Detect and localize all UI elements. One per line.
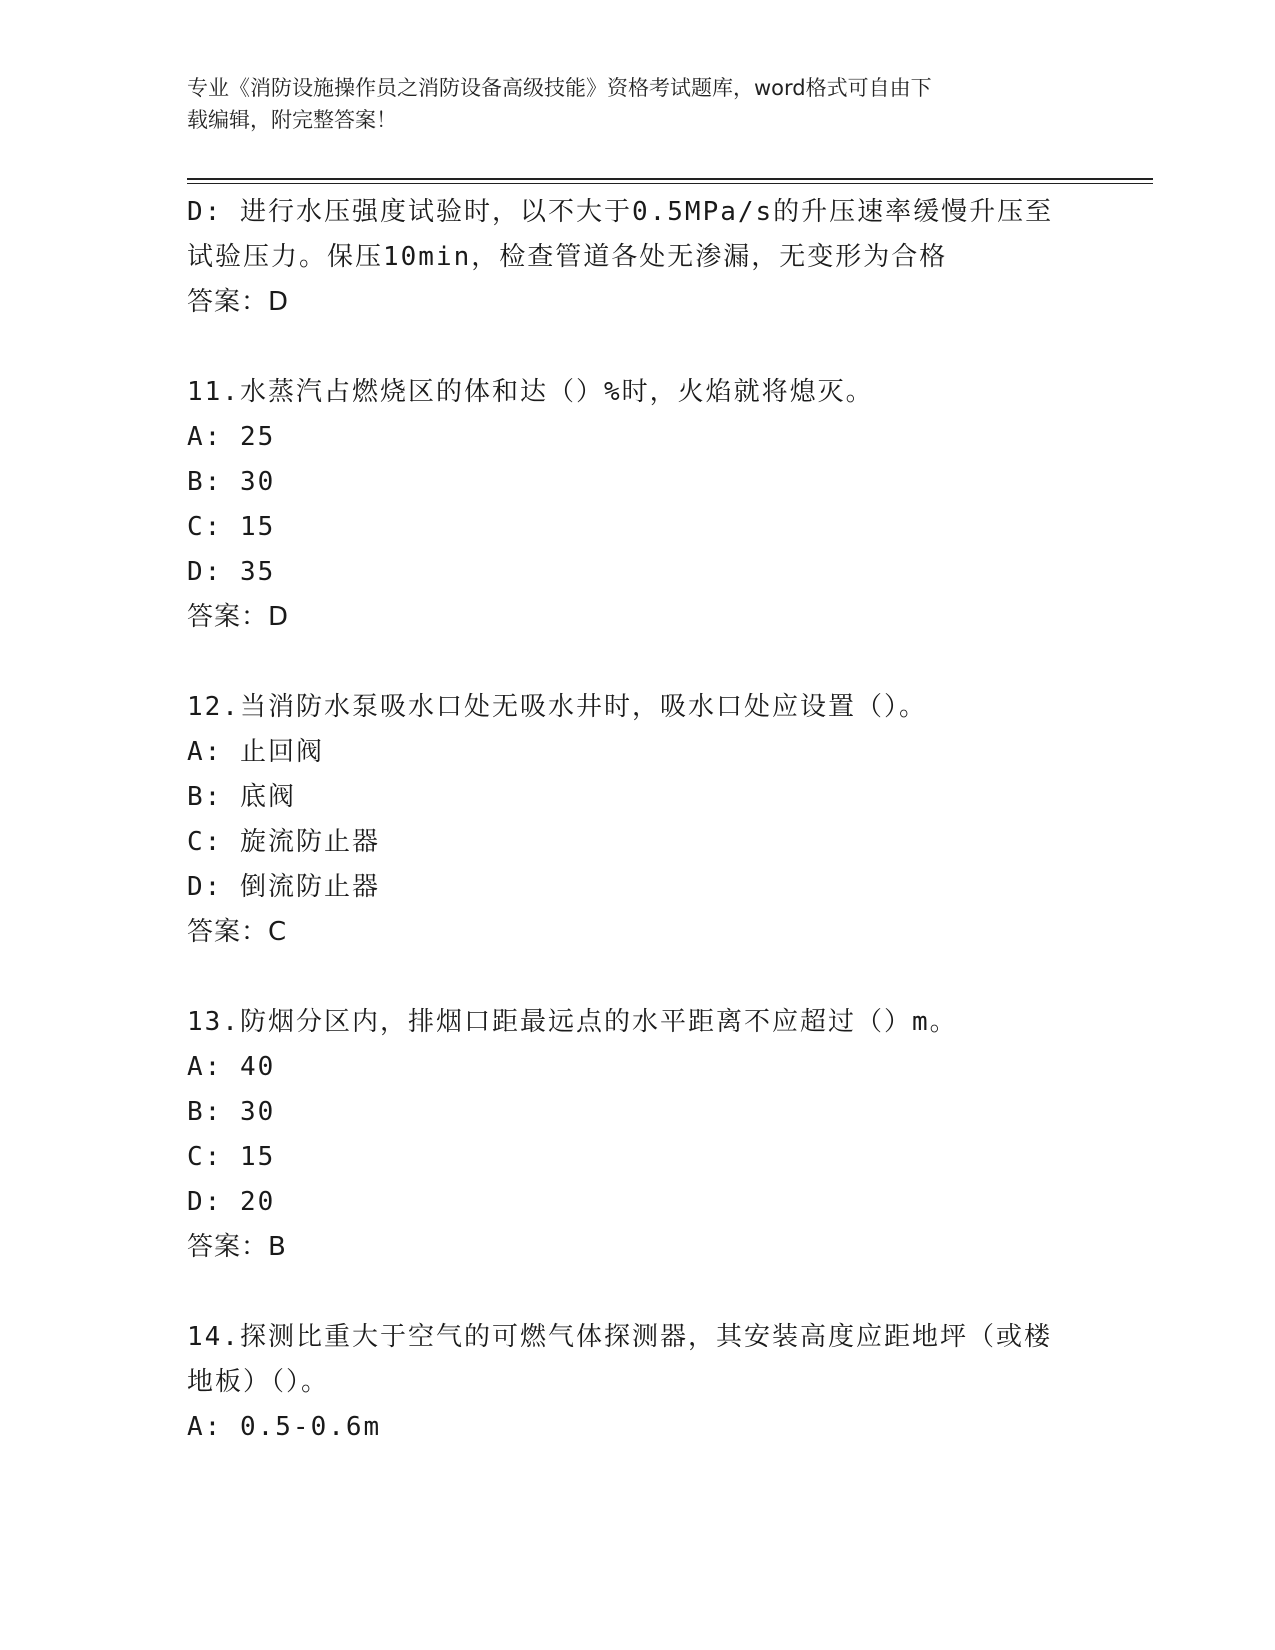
question-title: 12.当消防水泵吸水口处无吸水井时，吸水口处应设置（）。 — [187, 692, 927, 722]
option-d: D: 20 — [187, 1187, 276, 1217]
question-14 — [187, 1315, 1087, 1450]
option-a: A: 0.5-0.6m — [187, 1412, 382, 1442]
spacer — [187, 1270, 1087, 1315]
question-13 — [187, 1000, 1087, 1270]
option-c: C: 15 — [187, 1142, 276, 1172]
question-title-line-1: 14.探测比重大于空气的可燃气体探测器，其安装高度应距地坪（或楼 — [187, 1322, 1052, 1352]
option-b: B: 底阀 — [187, 782, 296, 812]
question-content — [187, 190, 1087, 1450]
answer: 答案：B — [187, 1232, 287, 1262]
prev-option-d-line-2: 试验压力。保压10min，检查管道各处无渗漏，无变形为合格 — [187, 242, 948, 272]
option-a: A: 40 — [187, 1052, 276, 1082]
spacer — [187, 955, 1087, 1000]
document-header — [187, 72, 1067, 136]
option-b: B: 30 — [187, 467, 276, 497]
header-divider-thick — [187, 178, 1153, 180]
option-a: A: 止回阀 — [187, 737, 324, 767]
spacer — [187, 325, 1087, 370]
option-d: D: 倒流防止器 — [187, 872, 380, 902]
question-11 — [187, 370, 1087, 640]
prev-answer: 答案：D — [187, 287, 290, 317]
header-line-1: 专业《消防设施操作员之消防设备高级技能》资格考试题库，word格式可自由下 — [187, 76, 932, 100]
question-12 — [187, 685, 1087, 955]
header-line-2: 载编辑，附完整答案！ — [187, 108, 397, 132]
answer: 答案：C — [187, 917, 288, 947]
option-c: C: 旋流防止器 — [187, 827, 380, 857]
answer: 答案：D — [187, 602, 290, 632]
question-title: 11.水蒸汽占燃烧区的体和达（）%时，火焰就将熄灭。 — [187, 377, 874, 407]
option-c: C: 15 — [187, 512, 276, 542]
spacer — [187, 640, 1087, 685]
header-divider-thin — [187, 183, 1153, 184]
option-d: D: 35 — [187, 557, 276, 587]
question-title-line-2: 地板）（）。 — [187, 1367, 330, 1397]
prev-option-d-line-1: D: 进行水压强度试验时，以不大于0.5MPa/s的升压速率缓慢升压至 — [187, 197, 1054, 227]
question-title: 13.防烟分区内，排烟口距最远点的水平距离不应超过（）m。 — [187, 1007, 958, 1037]
option-b: B: 30 — [187, 1097, 276, 1127]
option-a: A: 25 — [187, 422, 276, 452]
